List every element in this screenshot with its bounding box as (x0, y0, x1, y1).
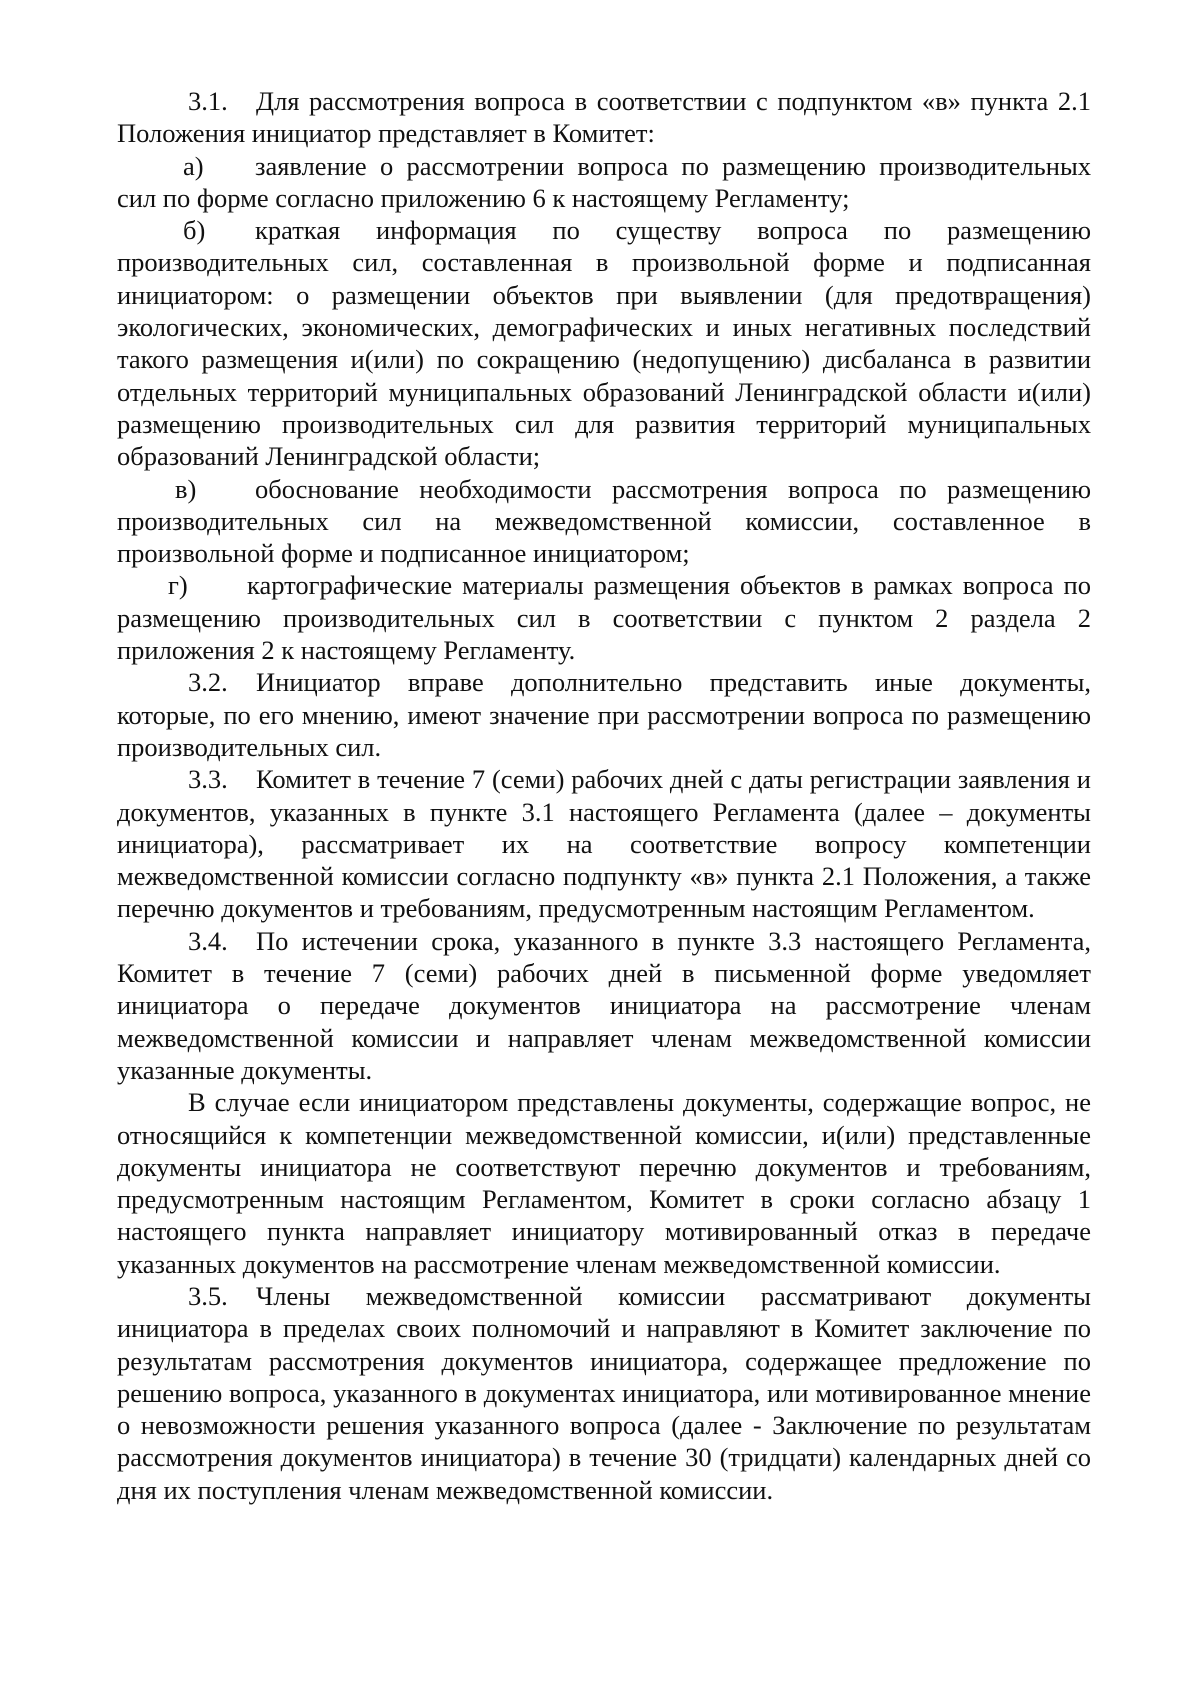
paragraph-text: Инициатор вправе дополнительно представить иные документы, которые, по его мнению, имеют значение при рассмотрении вопроса по размещению производительных сил. (117, 667, 1091, 762)
subitem-a (117, 150, 1091, 215)
subitem-g (117, 569, 1091, 666)
subitem-letter: в) (175, 473, 197, 504)
paragraph-number: 3.4. (188, 925, 228, 956)
paragraph-number: 3.3. (188, 764, 228, 795)
subitem-letter: а) (183, 150, 204, 181)
paragraph-number: 3.2. (188, 667, 228, 698)
paragraph-text: По истечении срока, указанного в пункте 3.3 настоящего Регламента, Комитет в течение 7 (семи) рабочих дней в письменной форме уведомляет инициатора о передаче документов инициатора на рассмотрение членам межведомственной комиссии и направляет членам межведомственной комиссии указанные документы. (117, 925, 1091, 1085)
paragraph-3-2 (117, 666, 1091, 763)
subitem-b (117, 214, 1091, 472)
document-page (117, 85, 1091, 1506)
paragraph-text: В случае если инициатором представлены документы, содержащие вопрос, не относящийся к компетенции межведомственной комиссии, и(или) представленные документы инициатора не соответствуют перечню документов и требованиям, предусмотренным настоящим Регламентом, Комитет в сроки согласно абзацу 1 настоящего пункта направляет инициатору мотивированный отказ в передаче указанных документов на рассмотрение членам межведомственной комиссии. (117, 1087, 1091, 1279)
subitem-letter: г) (168, 570, 188, 601)
subitem-v (117, 473, 1091, 570)
paragraph-text: Члены межведомственной комиссии рассматривают документы инициатора в пределах своих полномочий и направляют в Комитет заключение по результатам рассмотрения документов инициатора, содержащее предложение по решению вопроса, указанного в документах инициатора, или мотивированное мнение о невозможности решения указанного вопроса (далее - Заключение по результатам рассмотрения документов инициатора) в течение 30 (тридцати) календарных дней со дня их поступления членам межведомственной комиссии. (117, 1280, 1091, 1505)
paragraph-text: Для рассмотрения вопроса в соответствии с подпунктом «в» пункта 2.1 Положения инициатор представляет в Комитет: (117, 86, 1091, 149)
paragraph-text: Комитет в течение 7 (семи) рабочих дней с даты регистрации заявления и документов, указанных в пункте 3.1 настоящего Регламента (далее – документы инициатора), рассматривает их на соответствие вопросу компетенции межведомственной комиссии согласно подпункту «в» пункта 2.1 Положения, а также перечню документов и требованиям, предусмотренным настоящим Регламентом. (117, 764, 1091, 924)
subitem-text: картографические материалы размещения объектов в рамках вопроса по размещению производительных сил в соответствии с пунктом 2 раздела 2 приложения 2 к настоящему Регламенту. (117, 570, 1091, 666)
subitem-text: краткая информация по существу вопроса по размещению производительных сил, составленная в произвольной форме и подписанная инициатором: о размещении объектов при выявлении (для предотвращения) экологических, экономических, демографических и иных негативных последствий такого размещения и(или) по сокращению (недопущению) дисбаланса в развитии отдельных территорий муниципальных образований Ленинградской области и(или) размещению производительных сил для развития территорий муниципальных образований Ленинградской области; (117, 215, 1091, 472)
paragraph-3-3 (117, 763, 1091, 924)
paragraph-3-4 (117, 925, 1091, 1086)
subitem-text: обоснование необходимости рассмотрения вопроса по размещению производительных сил на межведомственной комиссии, составленное в произвольной форме и подписанное инициатором; (117, 473, 1091, 569)
paragraph-3-4-second (117, 1086, 1091, 1280)
paragraph-3-1 (117, 85, 1091, 150)
paragraph-number: 3.5. (188, 1280, 228, 1311)
paragraph-number: 3.1. (188, 86, 228, 116)
paragraph-3-5 (117, 1280, 1091, 1506)
subitem-letter: б) (183, 215, 206, 246)
subitem-text: заявление о рассмотрении вопроса по размещению производительных сил по форме согласно приложению 6 к настоящему Регламенту; (117, 150, 1091, 213)
